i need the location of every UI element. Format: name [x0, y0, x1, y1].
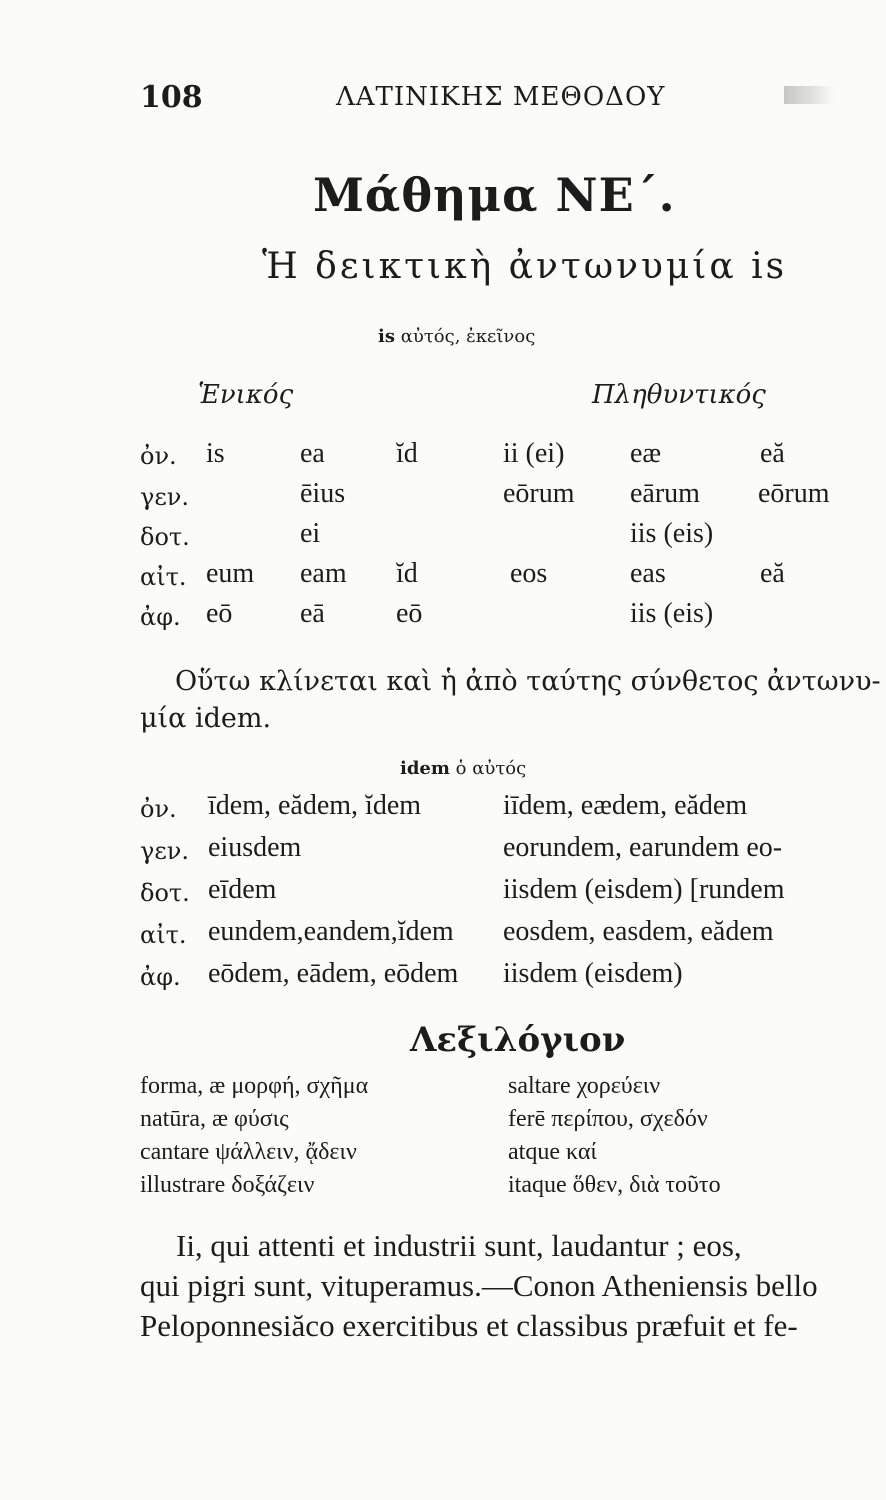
case-label: ὀν. [140, 442, 177, 470]
lexicon-heading: Λεξιλόγιον [410, 1020, 626, 1060]
note-line-1: Οὕτω κλίνεται καὶ ἡ ἀπὸ ταύτης σύνθετος ἀντωνυ- [175, 666, 881, 697]
reading-line-1: Ii, qui attenti et industrii sunt, laudantur ; eos, [176, 1228, 742, 1263]
table-cell: eă [760, 438, 785, 469]
idem-gloss [400, 758, 526, 779]
table-cell: eæ [630, 438, 662, 469]
idem-singular: īdem, eădem, ĭdem [208, 790, 422, 821]
idem-plural: iisdem (eisdem) [rundem [503, 874, 785, 905]
reading-line-3: Peloponnesiăco exercitibus et classibus præfuit et fe- [140, 1308, 798, 1343]
case-label: ἀφ. [140, 963, 181, 991]
table-cell: eas [630, 558, 666, 589]
page-number: 108 [140, 80, 203, 115]
case-label: ὀν. [140, 795, 177, 823]
idem-singular: eundem,eandem,ĭdem [208, 916, 454, 947]
case-label: αἰτ. [140, 563, 187, 591]
table-cell: eam [300, 558, 347, 589]
table-cell: ēius [300, 478, 346, 509]
idem-singular: eiusdem [208, 832, 302, 863]
singular-label: Ἑνικός [198, 380, 294, 410]
idem-plural: eorundem, earundem eo- [503, 832, 783, 863]
idem-plural: iisdem (eisdem) [503, 958, 683, 989]
table-cell: is [206, 438, 225, 469]
table-cell: ii (ei) [503, 438, 565, 469]
table-cell: iis (eis) [630, 598, 714, 629]
case-label: αἰτ. [140, 921, 187, 949]
vocab-item: cantare ψάλλειν, ᾄδειν [140, 1139, 357, 1165]
table-cell: eum [206, 558, 255, 589]
idem-plural: iīdem, eædem, eădem [503, 790, 748, 821]
idem-plural: eosdem, easdem, eădem [503, 916, 774, 947]
table-cell: ea [300, 438, 325, 469]
table-cell: eō [396, 598, 423, 629]
vocab-item: forma, æ μορφή, σχῆμα [140, 1073, 369, 1099]
case-label: δοτ. [140, 879, 190, 907]
vocab-item: illustrare δοξάζειν [140, 1172, 315, 1198]
vocab-item: saltare χορεύειν [508, 1073, 661, 1099]
idem-gloss-meaning: ὁ αὐτός [455, 758, 527, 779]
lesson-title: Μάθημα ΝΕ΄. [313, 168, 676, 222]
vocab-item: atque καί [508, 1139, 597, 1165]
table-cell: ei [300, 518, 321, 549]
table-cell: ĭd [396, 558, 418, 589]
lesson-subtitle: Ἡ δεικτικὴ ἀντωνυμία is [262, 246, 788, 287]
is-gloss-word: is [378, 326, 395, 347]
table-cell: eārum [630, 478, 700, 509]
table-cell: eā [300, 598, 325, 629]
case-label: γεν. [140, 483, 189, 511]
ink-stain [784, 86, 834, 104]
idem-singular: eīdem [208, 874, 277, 905]
reading-line-2: qui pigri sunt, vituperamus.—Conon Atheniensis bello [140, 1268, 818, 1303]
table-cell: eos [510, 558, 548, 589]
note-line-2: μία idem. [140, 703, 272, 734]
is-gloss-meaning: αὐτός, ἐκεῖνος [400, 326, 536, 347]
vocab-item: ferē περίπου, σχεδόν [508, 1106, 708, 1132]
case-label: γεν. [140, 837, 189, 865]
running-title: ΛΑΤΙΝΙΚΗΣ ΜΕΘΟΔΟΥ [336, 82, 666, 112]
case-label: ἀφ. [140, 603, 181, 631]
table-cell: iis (eis) [630, 518, 714, 549]
idem-singular: eōdem, eādem, eōdem [208, 958, 459, 989]
vocab-item: natūra, æ φύσις [140, 1106, 289, 1132]
table-cell: eōrum [758, 478, 830, 509]
table-cell: eōrum [503, 478, 575, 509]
table-cell: eă [760, 558, 785, 589]
plural-label: Πληθυντικός [592, 380, 766, 410]
is-gloss [378, 326, 535, 347]
table-cell: eō [206, 598, 233, 629]
vocab-item: itaque ὅθεν, διὰ τοῦτο [508, 1172, 721, 1198]
idem-gloss-word: idem [400, 758, 450, 779]
table-cell: ĭd [396, 438, 418, 469]
case-label: δοτ. [140, 523, 190, 551]
